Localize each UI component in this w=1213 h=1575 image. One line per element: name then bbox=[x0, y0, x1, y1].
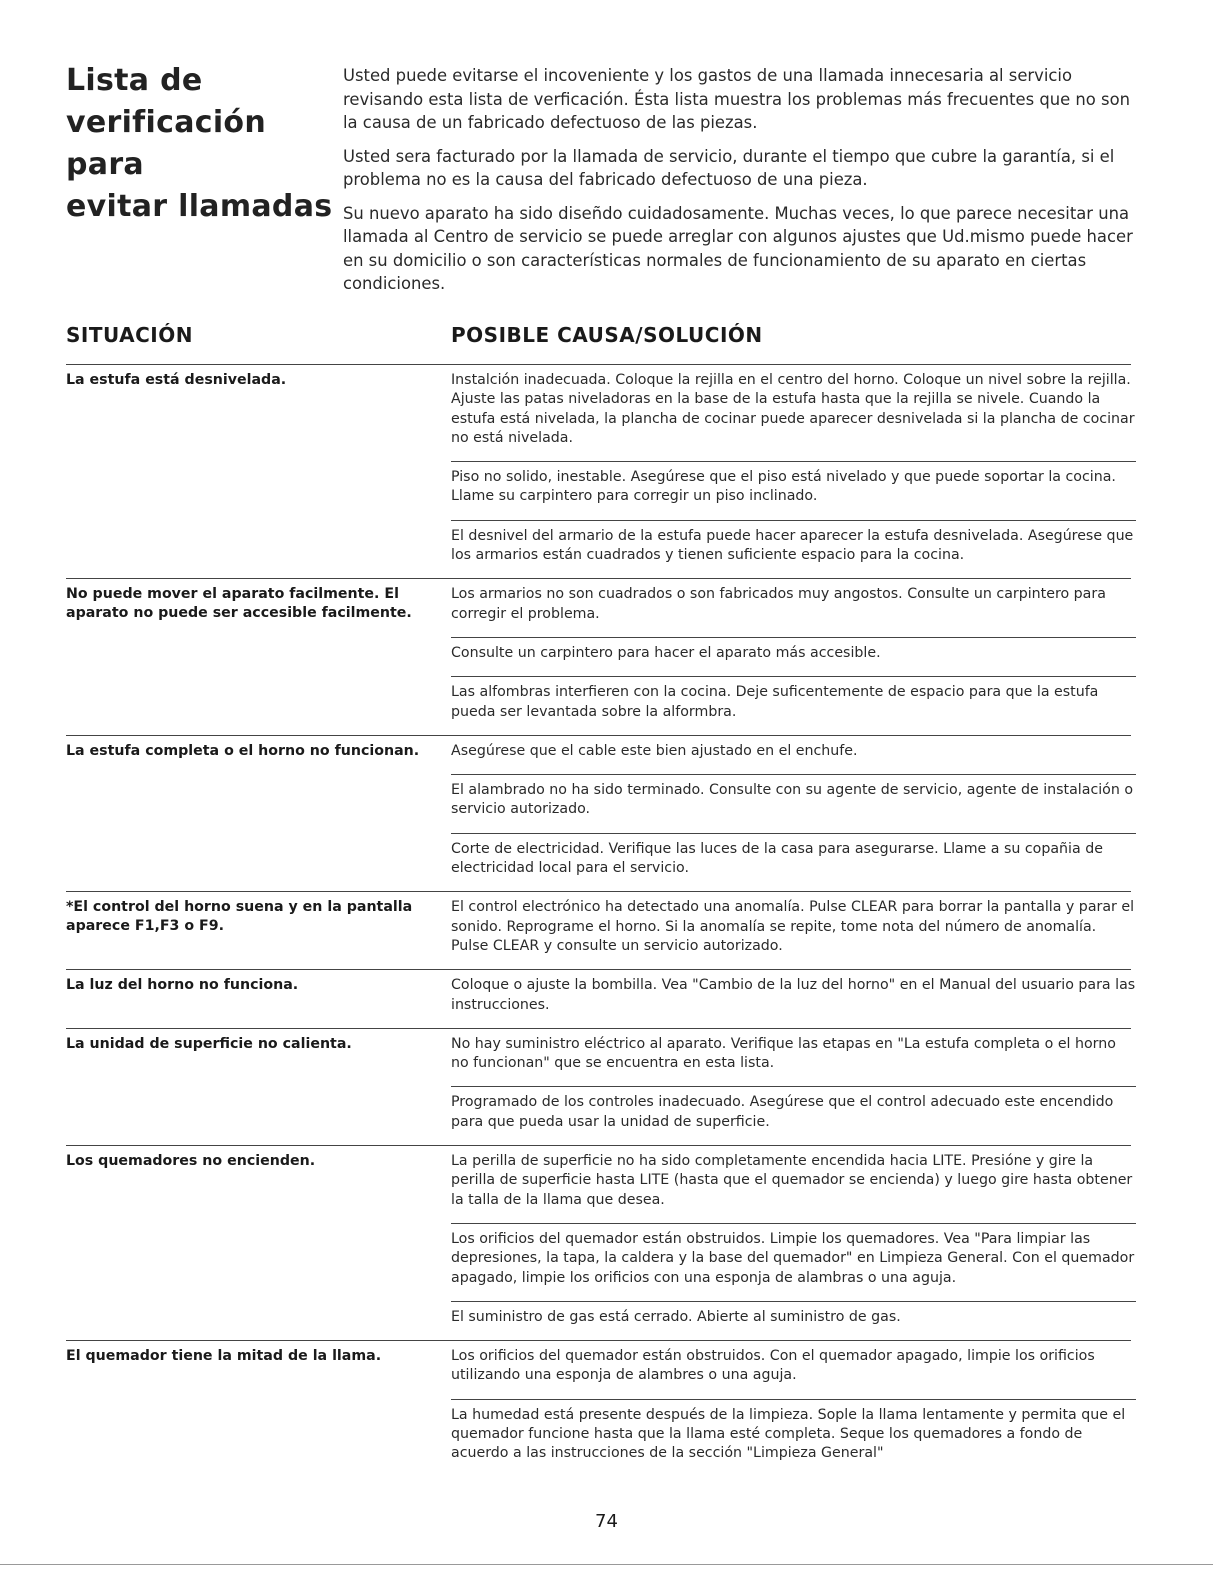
solution-item: Piso no solido, inestable. Asegúrese que el piso está nivelado y que puede soportar la cocina. Llame su carpintero para corregir un piso inclinado. bbox=[451, 461, 1136, 520]
page-title bbox=[66, 60, 336, 228]
solution-header: POSIBLE CAUSA/SOLUCIÓN bbox=[451, 323, 763, 347]
solution-cell bbox=[451, 736, 1134, 891]
situation-cell: La estufa está desnivelada. bbox=[66, 372, 287, 388]
table-row bbox=[66, 1145, 1135, 1340]
solution-item: Instalción inadecuada. Coloque la rejilla en el centro del horno. Coloque un nivel sobre la rejilla. Ajuste las patas niveladoras en la base de la estufa hasta que la rejilla se nivele. Cuando la estufa está nivelada, la plancha de cocinar puede aparecer desnivelada si la plancha de cocinar no está nivelada. bbox=[451, 372, 1135, 446]
situation-cell: No puede mover el aparato facilmente. El aparato no puede ser accesible facilmente. bbox=[66, 586, 412, 622]
solution-item: Las alfombras interfieren con la cocina. Deje suficentemente de espacio para que la estufa pueda ser levantada sobre la alformbra. bbox=[451, 676, 1136, 735]
table-row bbox=[66, 1340, 1131, 1476]
page-number: 74 bbox=[595, 1511, 618, 1532]
situation-cell: Los quemadores no encienden. bbox=[66, 1153, 316, 1170]
solution-cell bbox=[451, 892, 1135, 969]
intro-text bbox=[343, 64, 1143, 306]
solution-item: La humedad está presente después de la limpieza. Sople la llama lentamente y permita que el quemador funcione hasta que la llama esté completa. Seque los quemadores a fondo de acuerdo a las instrucciones de la sección "Limpieza General" bbox=[451, 1399, 1136, 1477]
table-row bbox=[66, 578, 1131, 734]
solution-cell bbox=[451, 1029, 1131, 1145]
solution-item: El suministro de gas está cerrado. Abierte al suministro de gas. bbox=[451, 1301, 1136, 1340]
table-row bbox=[66, 891, 1135, 969]
table-row bbox=[66, 364, 1135, 578]
solution-item: El control electrónico ha detectado una anomalía. Pulse CLEAR para borrar la pantalla y parar el sonido. Reprograme el horno. Si la anomalía se repite, tome nota del número de anomalía. Pulse CLEAR y consulte un servicio autorizado. bbox=[451, 899, 1135, 954]
solution-item: La perilla de superficie no ha sido completamente encendida hacia LITE. Presióne y gire la perilla de superficie hasta LITE (hasta que el quemador se encienda) y luego gire hasta obtener la talla de la llama que desea. bbox=[451, 1153, 1133, 1208]
intro-paragraph: Usted sera facturado por la llamada de servicio, durante el tiempo que cubre la garantía, si el problema no es la causa del fabricado defectuoso de una pieza. bbox=[343, 146, 1115, 189]
situation-header: SITUACIÓN bbox=[66, 323, 193, 347]
solution-item: Los orificios del quemador están obstruidos. Con el quemador apagado, limpie los orificios utilizando una esponja de alambres o una aguja. bbox=[451, 1348, 1095, 1384]
solution-item: Corte de electricidad. Verifique las luces de la casa para asegurarse. Llame a su copañia de electricidad local para el servicio. bbox=[451, 833, 1136, 892]
table-row bbox=[66, 1028, 1131, 1145]
situation-cell: El quemador tiene la mitad de la llama. bbox=[66, 1348, 382, 1365]
solution-cell bbox=[451, 1341, 1131, 1476]
intro-paragraph: Su nuevo aparato ha sido diseñdo cuidadosamente. Muchas veces, lo que parece necesitar una llamada al Centro de servicio se puede arreglar con algunos ajustes que Ud.mismo puede hacer en su domicilio o son características normales de funcionamiento de su aparato en ciertas condiciones. bbox=[343, 203, 1133, 293]
title-line: Lista de bbox=[66, 63, 203, 98]
situation-cell: *El control del horno suena y en la pantalla aparece F1,F3 o F9. bbox=[66, 899, 413, 935]
solution-item: El desnivel del armario de la estufa puede hacer aparecer la estufa desnivelada. Asegúrese que los armarios están cuadrados y tienen suficiente espacio para la cocina. bbox=[451, 520, 1136, 579]
solution-item: Programado de los controles inadecuado. Asegúrese que el control adecuado este encendido para que pueda usar la unidad de superficie. bbox=[451, 1086, 1136, 1145]
situation-cell: La unidad de superficie no calienta. bbox=[66, 1035, 352, 1052]
solution-cell bbox=[451, 579, 1131, 734]
title-line: evitar llamadas bbox=[66, 189, 333, 224]
solution-cell bbox=[451, 365, 1135, 578]
solution-item: Coloque o ajuste la bombilla. Vea "Cambio de la luz del horno" en el Manual del usuario para las instrucciones. bbox=[451, 977, 1136, 1013]
solution-item: Los armarios no son cuadrados o son fabricados muy angostos. Consulte un carpintero para corregir el problema. bbox=[451, 586, 1106, 622]
solution-cell bbox=[451, 970, 1136, 1028]
situation-cell: La luz del horno no funciona. bbox=[66, 977, 299, 994]
bottom-rule bbox=[0, 1564, 1213, 1565]
title-line: verificación para bbox=[66, 105, 266, 182]
situation-cell: La estufa completa o el horno no funcionan. bbox=[66, 742, 420, 759]
table-row bbox=[66, 735, 1134, 891]
troubleshooting-table bbox=[66, 364, 1136, 1477]
solution-item: No hay suministro eléctrico al aparato. Verifique las etapas en "La estufa completa o el horno no funcionan" que se encuentra en esta lista. bbox=[451, 1035, 1116, 1072]
table-row bbox=[66, 969, 1136, 1028]
solution-item: Los orificios del quemador están obstruidos. Limpie los quemadores. Vea "Para limpiar las depresiones, la tapa, la caldera y la base del quemador" en Limpieza General. Con el quemador apagado, limpie los orificios con una esponja de alambras o una aguja. bbox=[451, 1223, 1136, 1301]
solution-item: Asegúrese que el cable este bien ajustado en el enchufe. bbox=[451, 742, 858, 759]
solution-cell bbox=[451, 1146, 1135, 1340]
solution-item: El alambrado no ha sido terminado. Consulte con su agente de servicio, agente de instalación o servicio autorizado. bbox=[451, 774, 1136, 833]
intro-paragraph: Usted puede evitarse el incoveniente y los gastos de una llamada innecesaria al servicio revisando esta lista de verficación. Ésta lista muestra los problemas más frecuentes que no son la causa de un fabricado defectuoso de las piezas. bbox=[343, 66, 1131, 132]
solution-item: Consulte un carpintero para hacer el aparato más accesible. bbox=[451, 637, 1136, 676]
